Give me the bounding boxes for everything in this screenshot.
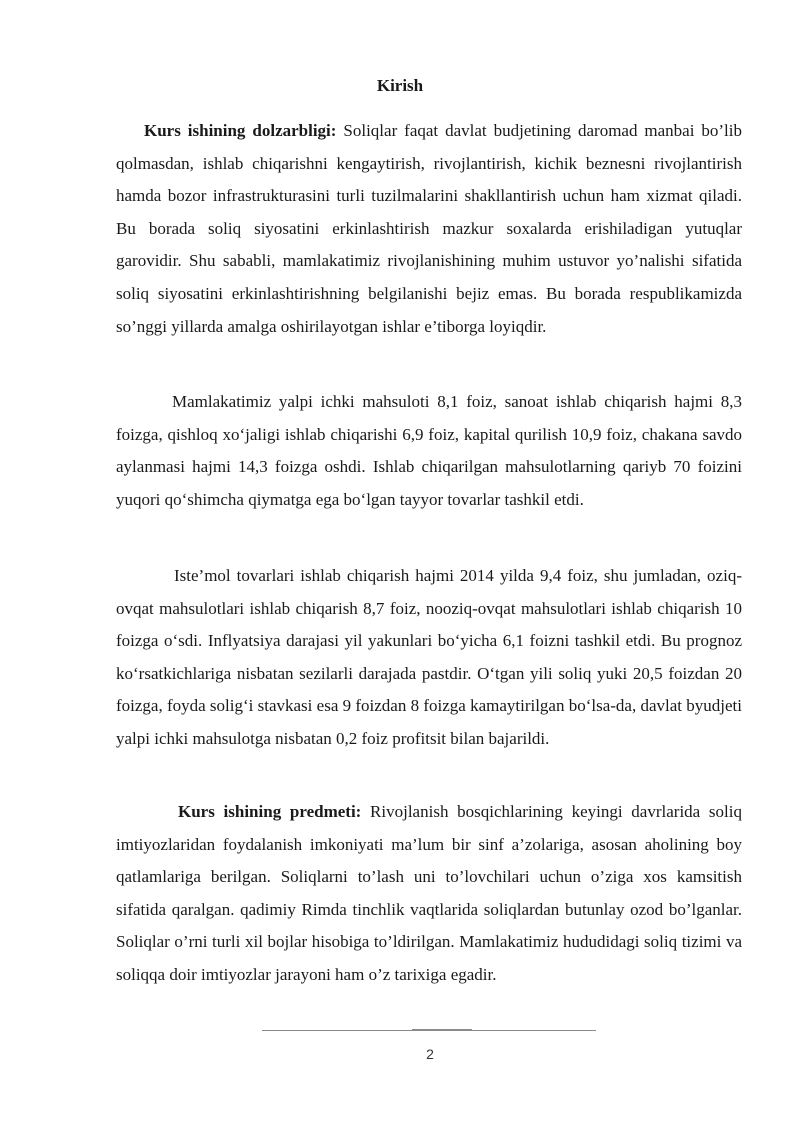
page-number: 2 [426,1046,434,1062]
paragraph-consumer-goods [116,560,742,756]
paragraph-text: Mamlakatimiz yalpi ichki mahsuloti 8,1 foiz, sanoat ishlab chiqarish hajmi 8,3 foizga, qishloq xo‘jaligi ishlab chiqarishi 6,9 foiz, kapital qurilish 10,9 foiz, chakana savdo aylanmasi hajmi 14,3 foizga oshdi. Ishlab chiqarilgan mahsulotlarning qariyb 70 foizini yuqori qo‘shimcha qiymatga ega bo‘lgan tayyor tovarlar tashkil etdi. [116,392,742,509]
paragraph-relevance [116,115,742,343]
footer-divider [262,1030,596,1031]
paragraph-text: Rivojlanish bosqichlarining keyingi davrlarida soliq imtiyozlaridan foydalanish imkoniyati ma’lum bir sinf a’zolariga, asosan aholining boy qatlamlariga berilgan. Soliqlarni to’lash uni to’lovchilari uchun o’ziga xos kamsitish sifatida qaralgan. qadimiy Rimda tinchlik vaqtlarida soliqlardan butunlay ozod bo’lganlar. Soliqlar o’rni turli xil bojlar hisobiga to’ldirilgan. Mamlakatimiz hududidagi soliq tizimi va soliqqa doir imtiyozlar jarayoni ham o’z tarixiga egadir. [116,802,742,984]
paragraph-heading-subject: Kurs ishining predmeti: [178,802,362,821]
paragraph-text: Iste’mol tovarlari ishlab chiqarish hajmi 2014 yilda 9,4 foiz, shu jumladan, oziq-ovqat mahsulotlari ishlab chiqarish 8,7 foiz, nooziq-ovqat mahsulotlari ishlab chiqarish 10 foizga o‘sdi. Inflyatsiya darajasi yil yakunlari bo‘yicha 6,1 foizni tashkil etdi. Bu prognoz ko‘rsatkichlariga nisbatan sezilarli darajada pastdir. O‘tgan yili soliq yuki 20,5 foizdan 20 foizga, foyda solig‘i stavkasi esa 9 foizdan 8 foizga kamaytirilgan bo‘lsa-da, davlat byudjeti yalpi ichki mahsulotga nisbatan 0,2 foiz profitsit bilan bajarildi. [116,566,742,748]
paragraph-heading-relevance: Kurs ishining dolzarbligi: [144,121,337,140]
paragraph-text: Soliqlar faqat davlat budjetining daromad manbai bo’lib qolmasdan, ishlab chiqarishni kengaytirish, rivojlantirish, kichik beznesni rivojlantirish hamda bozor infrastrukturasini turli tuzilmalarini shakllantirish uchun ham xizmat qiladi. Bu borada soliq siyosatini erkinlashtirish mazkur soxalarda erishiladigan yutuqlar garovidir. Shu sababli, mamlakatimiz rivojlanishining muhim ustuvor yo’nalishi sifatida soliq siyosatini erkinlashtirishning belgilanishi bejiz emas. Bu borada respublikamizda so’nggi yillarda amalga oshirilayotgan ishlar e’tiborga loyiqdir. [116,121,743,336]
page-title: Kirish [376,76,424,95]
paragraph-economy [116,386,742,516]
paragraph-subject [116,796,742,992]
